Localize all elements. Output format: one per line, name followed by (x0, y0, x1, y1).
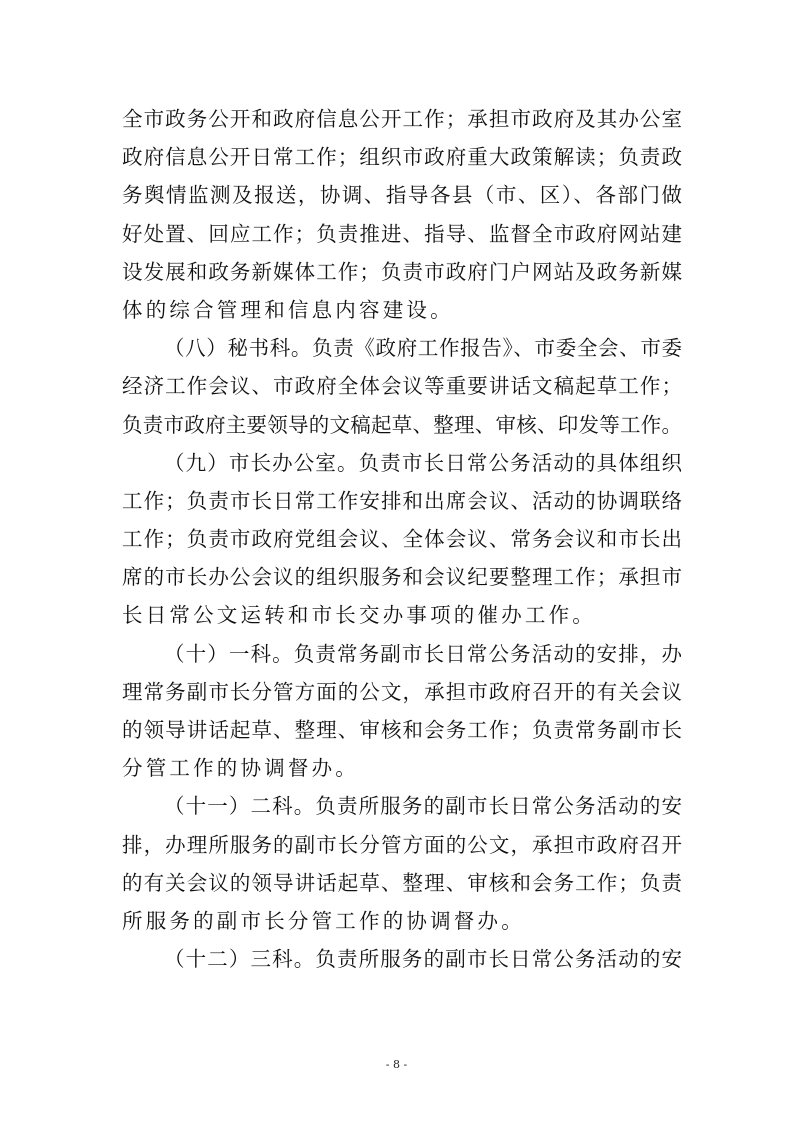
text-line: 理常务副市长分管方面的公文，承担市政府召开的有关会议 (122, 679, 682, 704)
text-line: 排，办理所服务的副市长分管方面的公文，承担市政府召开 (122, 832, 682, 857)
text-line: 席的市长办公会议的组织服务和会议纪要整理工作；承担市 (122, 565, 682, 590)
text-line: 工作；负责市政府党组会议、全体会议、常务会议和市长出 (122, 527, 682, 552)
text-line: 长日常公文运转和市长交办事项的催办工作。 (122, 603, 596, 628)
text-line: 体的综合管理和信息内容建设。 (122, 297, 454, 322)
text-line: （十一）二科。负责所服务的副市长日常公务活动的安 (164, 794, 682, 819)
text-line: 分管工作的协调督办。 (122, 756, 359, 781)
text-line: （十二）三科。负责所服务的副市长日常公务活动的安 (164, 947, 682, 972)
text-line: 全市政务公开和政府信息公开工作；承担市政府及其办公室 (122, 107, 682, 131)
body-text (122, 100, 682, 978)
text-line: 的领导讲话起草、整理、审核和会务工作；负责常务副市长 (122, 718, 682, 742)
text-line: 经济工作会议、市政府全体会议等重要讲话文稿起草工作； (122, 374, 682, 399)
text-line: 好处置、回应工作；负责推进、指导、监督全市政府网站建 (122, 221, 682, 246)
text-line: 负责市政府主要领导的文稿起草、整理、审核、印发等工作。 (122, 412, 682, 437)
text-line: 设发展和政务新媒体工作；负责市政府门户网站及政务新媒 (122, 259, 682, 284)
text-line: （八）秘书科。负责《政府工作报告》、市委全会、市委 (164, 336, 682, 361)
text-line: 工作；负责市长日常工作安排和出席会议、活动的协调联络 (122, 488, 682, 513)
text-line: （九）市长办公室。负责市长日常公务活动的具体组织 (164, 450, 682, 475)
text-line: 所服务的副市长分管工作的协调督办。 (122, 908, 525, 933)
text-line: 政府信息公开日常工作；组织市政府重大政策解读；负责政 (122, 145, 682, 170)
text-line: 的有关会议的领导讲话起草、整理、审核和会务工作；负责 (122, 870, 682, 895)
page-number: - 8 - (385, 1058, 408, 1071)
text-line: 务舆情监测及报送，协调、指导各县（市、区）、各部门做 (122, 183, 682, 208)
text-line: （十）一科。负责常务副市长日常公务活动的安排，办 (164, 641, 682, 666)
